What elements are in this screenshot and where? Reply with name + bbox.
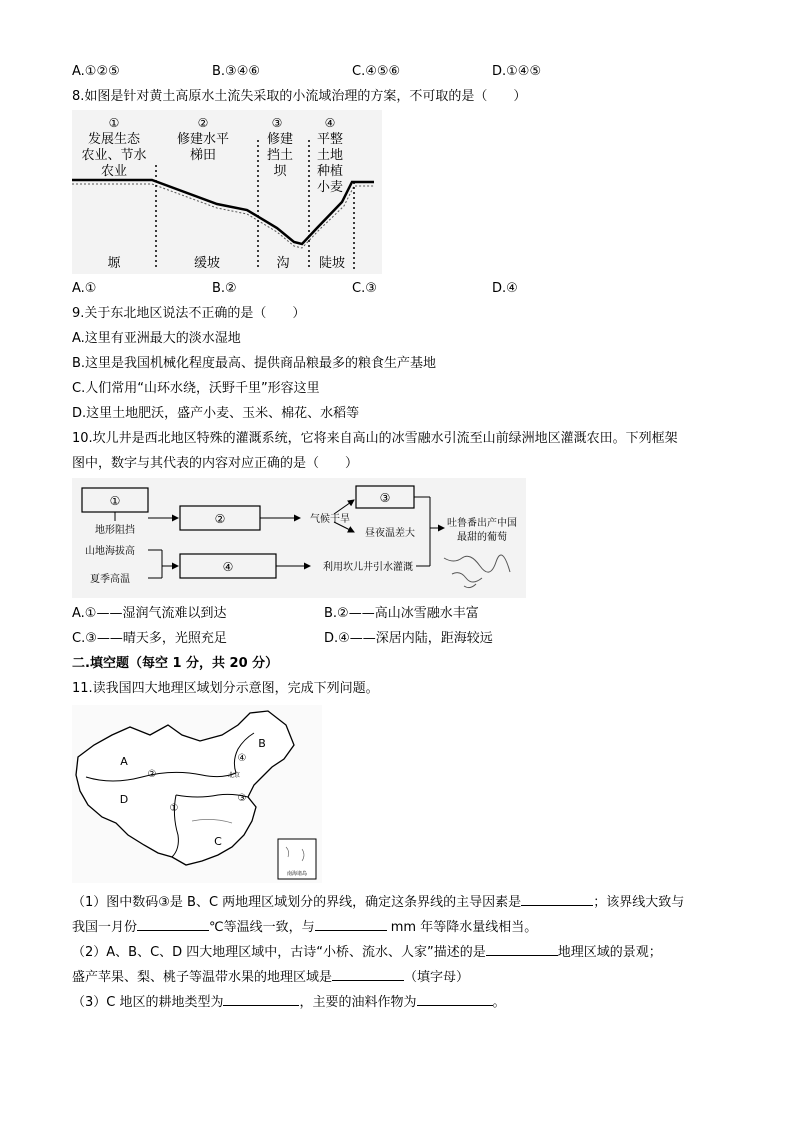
q11-p1-text-c: 我国一月份 [72,920,138,935]
q11-part2-line2 [72,968,469,987]
region-label-c: C [214,835,222,848]
label-num-1: ① [108,116,120,130]
q8-option-c: C.③ [352,281,377,296]
q9-option-a: A.这里有亚洲最大的淡水湿地 [72,331,241,346]
box-3-label: ③ [379,491,391,505]
label-num-4: ④ [324,116,336,130]
blank-1-3[interactable] [315,918,387,931]
region-label-d: D [119,793,129,806]
text-mountain: 山地海拔高 [85,546,135,557]
q11-p3-text-a: （3）C 地区的耕地类型为 [72,995,224,1010]
label-1-line-3: 农业 [100,164,128,179]
text-result-1: 吐鲁番出产中国 [447,518,517,529]
blank-1-2[interactable] [137,918,209,931]
zone-steep-slope: 陡坡 [318,256,346,271]
num-1: ① [169,803,179,814]
label-4-line-2: 土地 [316,148,344,163]
q8-profile-diagram [72,110,382,274]
q9-stem: 9.关于东北地区说法不正确的是（ ） [72,306,306,321]
q10-option-c: C.③——晴天多，光照充足 [72,631,227,646]
q8-stem: 8.如图是针对黄土高原水土流失采取的小流域治理的方案，不可取的是（ ） [72,89,527,104]
q11-part1-line2 [72,918,537,937]
label-1-line-2: 农业、节水 [81,148,147,163]
label-3-line-2: 挡土 [266,148,294,163]
box-1-label: ① [109,494,121,508]
blank-3-2[interactable] [417,993,493,1006]
box-2-label: ② [214,512,226,526]
blank-2-1[interactable] [486,943,558,956]
china-outline [76,711,294,865]
num-3: ③ [237,793,247,804]
q11-stem: 11.读我国四大地理区域划分示意图，完成下列问题。 [72,681,379,696]
q8-option-b: B.② [212,281,237,296]
text-summer: 夏季高温 [90,574,130,585]
label-3-line-3: 坝 [273,164,287,179]
q11-map [72,705,322,883]
q11-p1-text-b: ；该界线大致与 [593,895,685,910]
q8-option-d: D.④ [492,281,518,296]
label-4-line-4: 小麦 [316,180,344,195]
text-result-2: 最甜的葡萄 [457,532,507,543]
region-label-a: A [120,755,128,768]
q11-p3-text-b: ，主要的油料作物为 [299,995,417,1010]
region-label-b: B [258,737,266,750]
zone-yuan: 塬 [107,256,121,271]
blank-2-2[interactable] [332,968,404,981]
label-1-line-1: 发展生态 [87,132,141,147]
q10-flow-diagram [72,478,526,598]
q7-option-c: C.④⑤⑥ [352,64,401,79]
text-diff: 昼夜温差大 [365,528,415,539]
q7-option-a: A.①②⑤ [72,64,120,79]
q8-figure [72,110,382,274]
q11-part2-line1 [72,943,662,962]
num-2: ② [147,769,157,780]
zone-gentle-slope: 缓坡 [193,256,221,271]
q10-option-b: B.②——高山冰雪融水丰富 [324,606,479,621]
q11-p1-text-e: mm 年等降水量线相当。 [386,920,538,935]
label-num-2: ② [197,116,209,130]
box-4-label: ④ [222,560,234,574]
label-3-line-1: 修建 [266,132,294,147]
inset-label: 南海诸岛 [286,871,308,877]
label-2-line-1: 修建水平 [176,132,230,147]
q10-option-a: A.①——湿润气流难以到达 [72,606,227,621]
label-2-line-2: 梯田 [189,148,217,163]
q9-option-b: B.这里是我国机械化程度最高、提供商品粮最多的粮食生产基地 [72,356,437,371]
blank-1-1[interactable] [521,893,593,906]
text-terrain: 地形阻挡 [95,525,135,536]
q11-part3-line1 [72,993,506,1012]
china-regions-map [72,705,322,883]
q10-stem-line-2: 图中，数字与其代表的内容对应正确的是（ ） [72,456,359,471]
q11-part1-line1 [72,893,684,912]
label-num-3: ③ [271,116,283,130]
q8-option-a: A.① [72,281,97,296]
q10-figure [72,478,526,598]
label-4-line-3: 种植 [316,164,344,179]
q7-option-d: D.①④⑤ [492,64,542,79]
q11-p1-text-a: （1）图中数码③是 B、C 两地理区域划分的界线，确定这条界线的主导因素是 [72,895,522,910]
zone-gully: 沟 [276,256,290,271]
q9-option-c: C.人们常用“山环水绕，沃野千里”形容这里 [72,381,320,396]
arrow-3 [334,500,354,514]
blank-3-1[interactable] [223,993,299,1006]
map-sketch [444,555,510,588]
q11-p2-text-c: 盛产苹果、梨、桃子等温带水果的地理区域是 [72,970,333,985]
q11-p3-text-c: 。 [492,995,506,1010]
text-dry: 气候干旱 [310,514,350,525]
q9-option-d: D.这里土地肥沃，盛产小麦、玉米、棉花、水稻等 [72,406,360,421]
q11-p1-text-d: ℃等温线一致，与 [209,920,315,935]
label-beijing: 北京 [227,772,241,779]
section-2-title: 二.填空题（每空 1 分，共 20 分） [72,656,279,671]
q10-stem-line-1: 10.坎儿井是西北地区特殊的灌溉系统，它将来自高山的冰雪融水引流至山前绿洲地区灌溉农田。下列框架 [72,431,678,446]
text-irrigate: 利用坎儿井引水灌溉 [323,562,413,573]
q11-p2-text-d: （填字母） [404,970,470,985]
q7-option-b: B.③④⑥ [212,64,261,79]
q10-option-d: D.④——深居内陆，距海较远 [324,631,493,646]
q11-p2-text-a: （2）A、B、C、D 四大地理区域中，古诗“小桥、流水、人家”描述的是 [72,945,486,960]
num-4: ④ [237,753,247,764]
q11-p2-text-b: 地理区域的景观； [557,945,662,960]
label-4-line-1: 平整 [316,132,344,147]
